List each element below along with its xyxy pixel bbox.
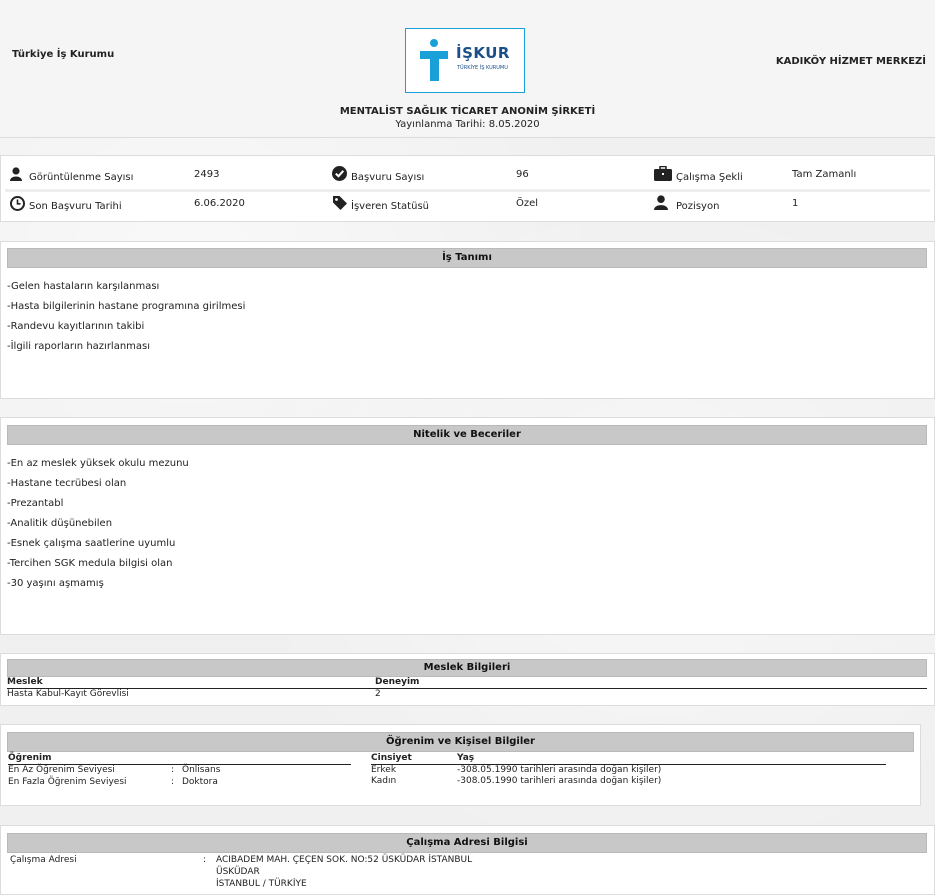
list-item: -Randevu kayıtlarının takibi [7,321,145,332]
briefcase-icon [654,166,672,181]
gender-column-header: Cinsiyet [371,753,412,763]
table-row-age: -308.05.1990 tarihleri arasında doğan kişiler) [457,765,662,775]
deadline-label: Son Başvuru Tarihi [29,201,122,212]
min-education-label: En Az Öğrenim Seviyesi [8,765,115,775]
max-education-colon: : [171,777,175,787]
list-item: -En az meslek yüksek okulu mezunu [7,458,189,469]
views-value: 2493 [194,169,220,180]
max-education-label: En Fazla Öğrenim Seviyesi [8,777,127,787]
publish-date: Yayınlanma Tarihi: 8.05.2020 [395,119,540,130]
tag-icon [332,195,348,211]
table-row-gender: Kadın [371,776,397,786]
address-line-3: İSTANBUL / TÜRKİYE [216,879,307,889]
check-circle-icon [332,166,347,181]
user-icon [10,167,22,181]
list-item: -Gelen hastaların karşılanması [7,281,160,292]
job-description-title: İş Tanımı [7,248,927,268]
table-row-age: -308.05.1990 tarihleri arasında doğan kişiler) [457,776,662,786]
applications-value: 96 [516,169,529,180]
office-name: KADIKÖY HİZMET MERKEZİ [775,56,926,67]
profession-column-header: Meslek [7,677,43,687]
qualifications-title: Nitelik ve Beceriler [7,425,927,445]
work-type-value: Tam Zamanlı [792,169,857,180]
profession-title: Meslek Bilgileri [7,659,927,677]
iskur-logo-icon [416,37,452,83]
profession-panel [0,653,935,706]
table-row-profession: Hasta Kabul-Kayıt Görevlisi [7,689,129,699]
min-education-colon: : [171,765,175,775]
experience-column-header: Deneyim [375,677,420,687]
iskur-wordmark: İŞKUR [456,44,510,62]
iskur-tagline: TÜRKİYE İŞ KURUMU [457,65,508,71]
max-education-value: Doktora [182,777,218,787]
list-item: -Tercihen SGK medula bilgisi olan [7,558,173,569]
clock-icon [10,196,25,211]
qualifications-panel [0,417,935,635]
profession-header-rule [7,688,927,689]
education-panel [0,724,921,806]
company-name: MENTALİST SAĞLIK TİCARET ANONİM ŞİRKETİ [339,106,596,117]
list-item: -İlgili raporların hazırlanması [7,341,151,352]
stats-divider [5,189,930,192]
address-panel [0,825,935,895]
list-item: -Analitik düşünebilen [7,518,113,529]
employer-status-label: İşveren Statüsü [351,201,429,212]
applications-label: Başvuru Sayısı [351,172,425,183]
education-column-header: Öğrenim [8,753,52,763]
employer-status-value: Özel [516,198,539,209]
list-item: -Esnek çalışma saatlerine uyumlu [7,538,176,549]
age-column-header: Yaş [457,753,475,763]
deadline-value: 6.06.2020 [194,198,245,209]
education-title: Öğrenim ve Kişisel Bilgiler [7,732,914,752]
list-item: -30 yaşını aşmamış [7,578,104,589]
address-line-2: ÜSKÜDAR [216,867,260,877]
work-type-label: Çalışma Şekli [676,172,743,183]
positions-value: 1 [792,198,799,209]
min-education-value: Önlisans [182,765,221,775]
list-item: -Hasta bilgilerinin hastane programına girilmesi [7,301,246,312]
address-line-1: ACIBADEM MAH. ÇEÇEN SOK. NO:52 ÜSKÜDAR İSTANBUL [216,855,473,865]
job-description-panel [0,241,935,399]
views-label: Görüntülenme Sayısı [29,172,134,183]
positions-label: Pozisyon [676,201,720,212]
org-name: Türkiye İş Kurumu [12,49,115,60]
table-row-gender: Erkek [371,765,397,775]
list-item: -Prezantabl [7,498,64,509]
stats-panel [0,155,935,222]
address-title: Çalışma Adresi Bilgisi [7,833,927,853]
user-icon [654,195,668,210]
iskur-logo[interactable] [405,28,525,93]
list-item: -Hastane tecrübesi olan [7,478,127,489]
table-row-experience: 2 [375,689,381,699]
address-label: Çalışma Adresi [10,855,77,865]
address-colon: : [203,855,207,865]
header-panel [0,0,935,138]
